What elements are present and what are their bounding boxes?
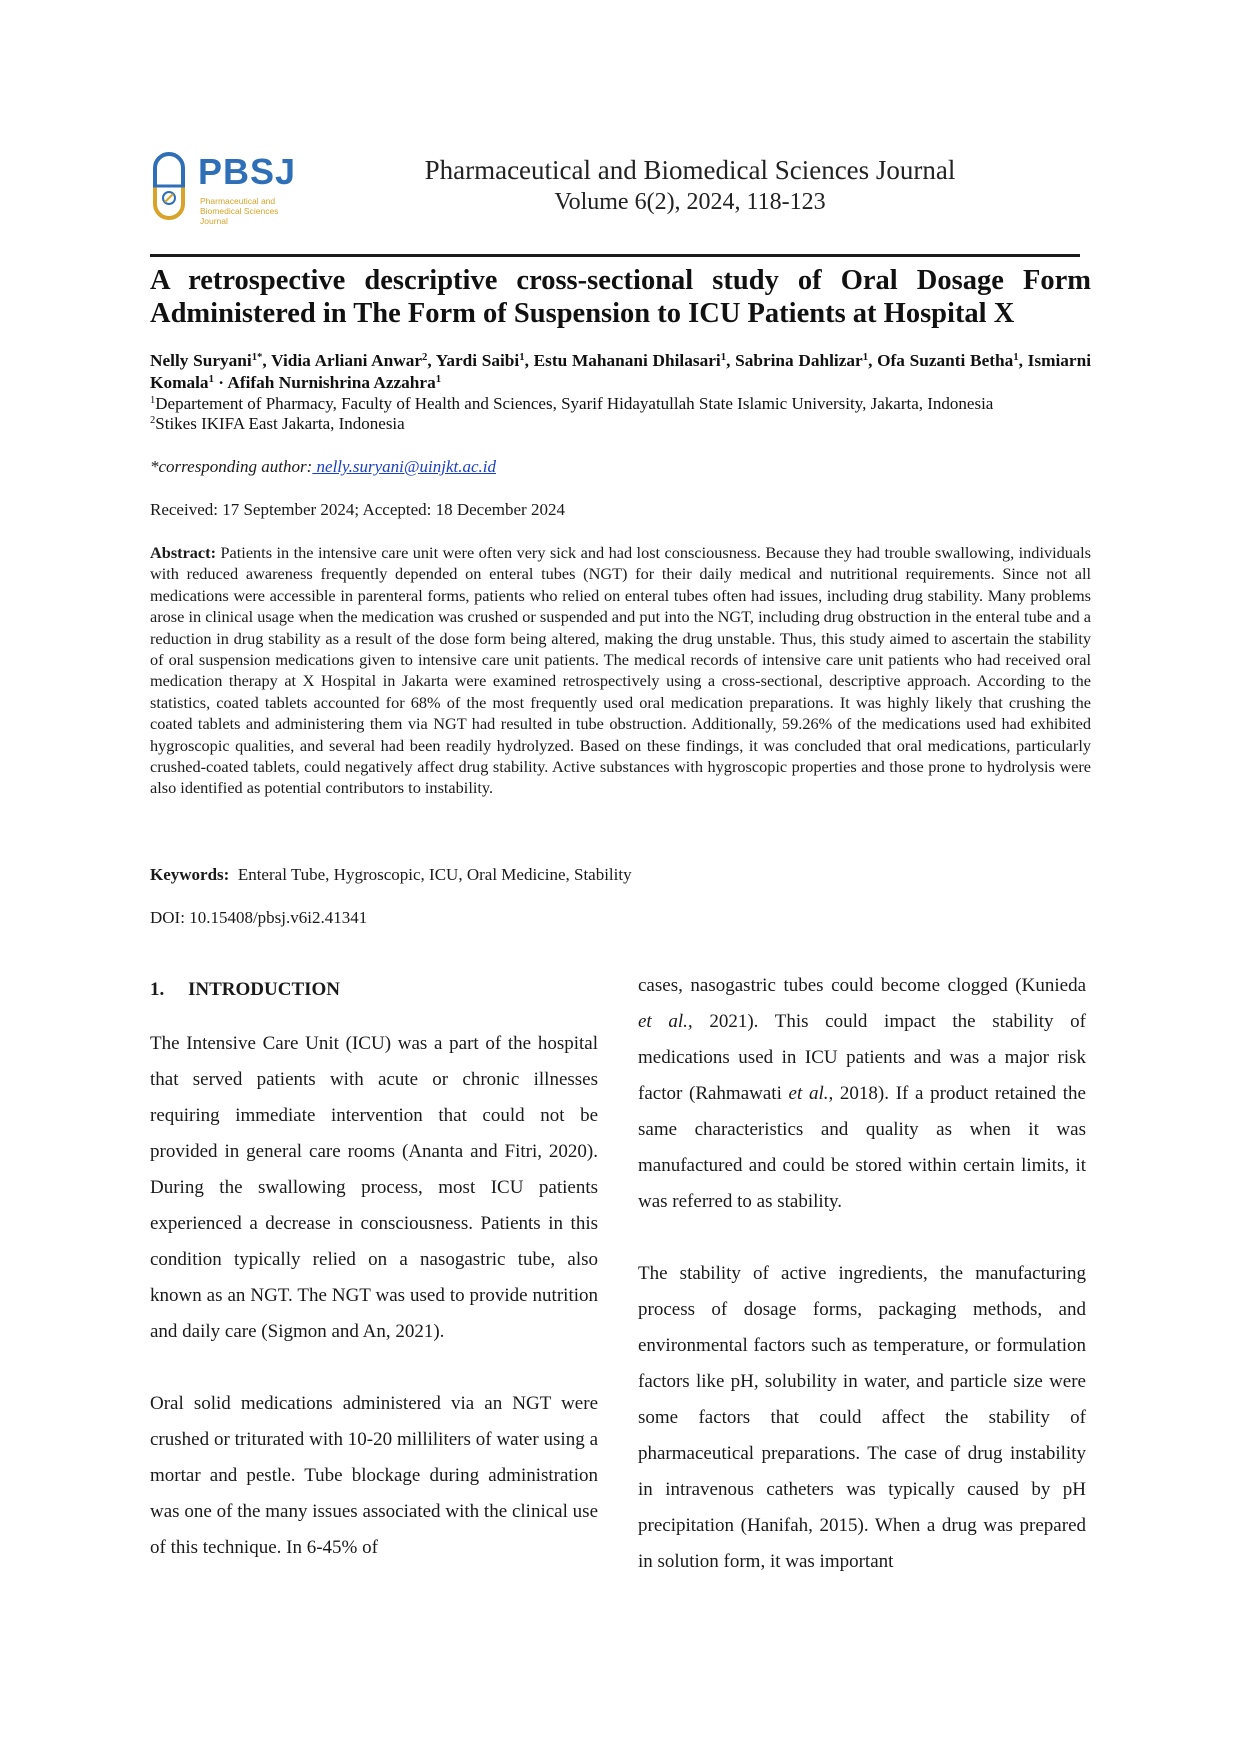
body-paragraph [638,968,1086,1220]
author-affiliation-mark: 1 [1013,351,1019,364]
abstract-label: Abstract: [150,543,217,562]
author-name: Yardi Saibi [435,351,520,370]
abstract-text: Patients in the intensive care unit were often very sick and had lost consciousness. Because they had trouble swallowing, individuals with reduced awareness frequently depended on enteral tubes (NGT) for their daily medical and nutritional requirements. Since not all medications were accessible in parenteral forms, patients who relied on enteral tubes often had issues, including drug stability. Many problems arose in clinical usage when the medication was crushed or suspended and put into the NGT, including drug obstruction in the enteral tube and a reduction in drug stability as a result of the dose form being altered, making the drug unstable. Thus, this study aimed to ascertain the stability of oral suspension medications given to intensive care unit patients. The medical records of intensive care unit patients who had received oral medication therapy at X Hospital in Jakarta were examined retrospectively using a cross-sectional, descriptive approach. According to the statistics, coated tablets accounted for 68% of the most frequently used oral medication preparations. It was highly likely that crushing the coated tablets and administering them via NGT had resulted in tube obstruction. Additionally, 59.26% of the medications used had exhibited hygroscopic qualities, and several had been readily hydrolyzed. Based on these findings, it was concluded that oral medications, particularly crushed-coated tablets, could negatively affect drug stability. Active substances with hygroscopic properties and those prone to hydrolysis were also identified as potential contributors to instability. [150,543,1091,798]
citation-etal: et al., [638,1011,693,1032]
journal-volume: Volume 6(2), 2024, 118-123 [554,189,826,215]
header-divider [150,254,1080,257]
citation-etal: et al. [788,1083,829,1104]
author-name: Sabrina Dahlizar [735,351,863,370]
body-paragraph: Oral solid medications administered via an NGT were crushed or triturated with 10-20 milliliters of water using a mortar and pestle. Tube blockage during administration was one of the many issues associated with the clinical use of this technique. In 6-45% of [150,1393,598,1558]
author-affiliation-mark: 1 [862,351,869,364]
logo-subtitle: Pharmaceutical and Biomedical Sciences Journal [200,196,279,226]
article-title: A retrospective descriptive cross-sectional study of Oral Dosage Form Administered in The Form of Suspension to ICU Patients at Hospital X [150,265,1091,329]
body-paragraph: The stability of active ingredients, the manufacturing process of dosage forms, packaging methods, and environmental factors such as temperature, or formulation factors like pH, solubility in water, and particle size were some factors that could affect the stability of pharmaceutical preparations. The case of drug instability in intravenous catheters was typically caused by pH precipitation (Hanifah, 2015). When a drug was prepared in solution form, it was important [638,1263,1086,1572]
logo-wordmark: PBSJ [198,151,297,192]
section-title: INTRODUCTION [188,979,341,1000]
author-name: Estu Mahanani Dhilasari [533,351,721,370]
author-affiliation-mark: 1 [208,373,214,386]
body-column-left [150,972,598,1566]
received-dates: Received: 17 September 2024; Accepted: 18 December 2024 [150,500,565,519]
author-affiliation-mark: 1 [720,351,727,364]
journal-name: Pharmaceutical and Biomedical Sciences Journal [424,155,956,185]
keywords [150,864,632,886]
corresponding-label: *corresponding author: [150,457,313,476]
corresponding-author [150,456,496,478]
author-name: Ismiarni Komala [150,351,1092,392]
journal-logo [150,148,300,226]
author-name: Vidia Arliani Anwar [271,351,423,370]
capsule-logo-icon [150,148,188,224]
affiliation-1 [150,394,1091,414]
body-column-right [638,968,1086,1580]
author-list: Nelly Suryani$^{1*}$, Vidia Arliani Anwar$^2$, Yardi Saibi$^1$, Estu Mahanani Dhilasari$^1$, Sabrina Dahlizar$^1$, Ofa Suzanti Betha$^1$, Ismiarni Komala$^1$ · Afifah Nurnishrina Azzahra$^1$ [150,351,1092,392]
paragraph-text: 2021). This could impact the stability of medications used in ICU patients and was a major risk factor (Rahmawati [638,1011,1086,1104]
keywords-label: Keywords: [150,865,230,884]
abstract [150,542,1091,799]
affiliation-mark: 2 [150,415,156,427]
author-name: Afifah Nurnishrina Azzahra [227,373,436,392]
corresponding-email-link[interactable]: nelly.suryani@uinjkt.ac.id [312,457,497,476]
author-affiliation-mark: 1 [435,373,442,386]
author-affiliation-mark: 1* [251,351,263,364]
affiliation-text: Stikes IKIFA East Jakarta, Indonesia [155,414,405,433]
body-paragraph: The Intensive Care Unit (ICU) was a part of the hospital that served patients with acute or chronic illnesses requiring immediate intervention that could not be provided in general care rooms (Ananta and Fitri, 2020). During the swallowing process, most ICU patients experienced a decrease in consciousness. Patients in this condition typically relied on a nasogastric tube, also known as an NGT. The NGT was used to provide nutrition and daily care (Sigmon and An, 2021). [150,1033,598,1342]
paragraph-text: cases, nasogastric tubes could become clogged (Kunieda [638,975,1086,996]
section-heading [150,972,598,1008]
affiliation-mark: 1 [150,395,156,407]
author-name: Ofa Suzanti Betha [877,351,1014,370]
section-number: 1. [150,979,165,1000]
doi: DOI: 10.15408/pbsj.v6i2.41341 [150,908,368,927]
author-affiliation-mark: 1 [519,351,525,364]
author-name: Nelly Suryani [150,351,252,370]
affiliation-text: Departement of Pharmacy, Faculty of Health and Sciences, Syarif Hidayatullah State Islamic University, Jakarta, Indonesia [155,394,994,413]
author-affiliation-mark: 2 [422,351,428,364]
affiliation-2 [150,414,1091,434]
keywords-text: Enteral Tube, Hygroscopic, ICU, Oral Medicine, Stability [237,865,632,884]
paragraph-text: , 2018). If a product retained the same characteristics and quality as when it was manufactured and could be stored within certain limits, it was referred to as stability. [638,1083,1086,1212]
